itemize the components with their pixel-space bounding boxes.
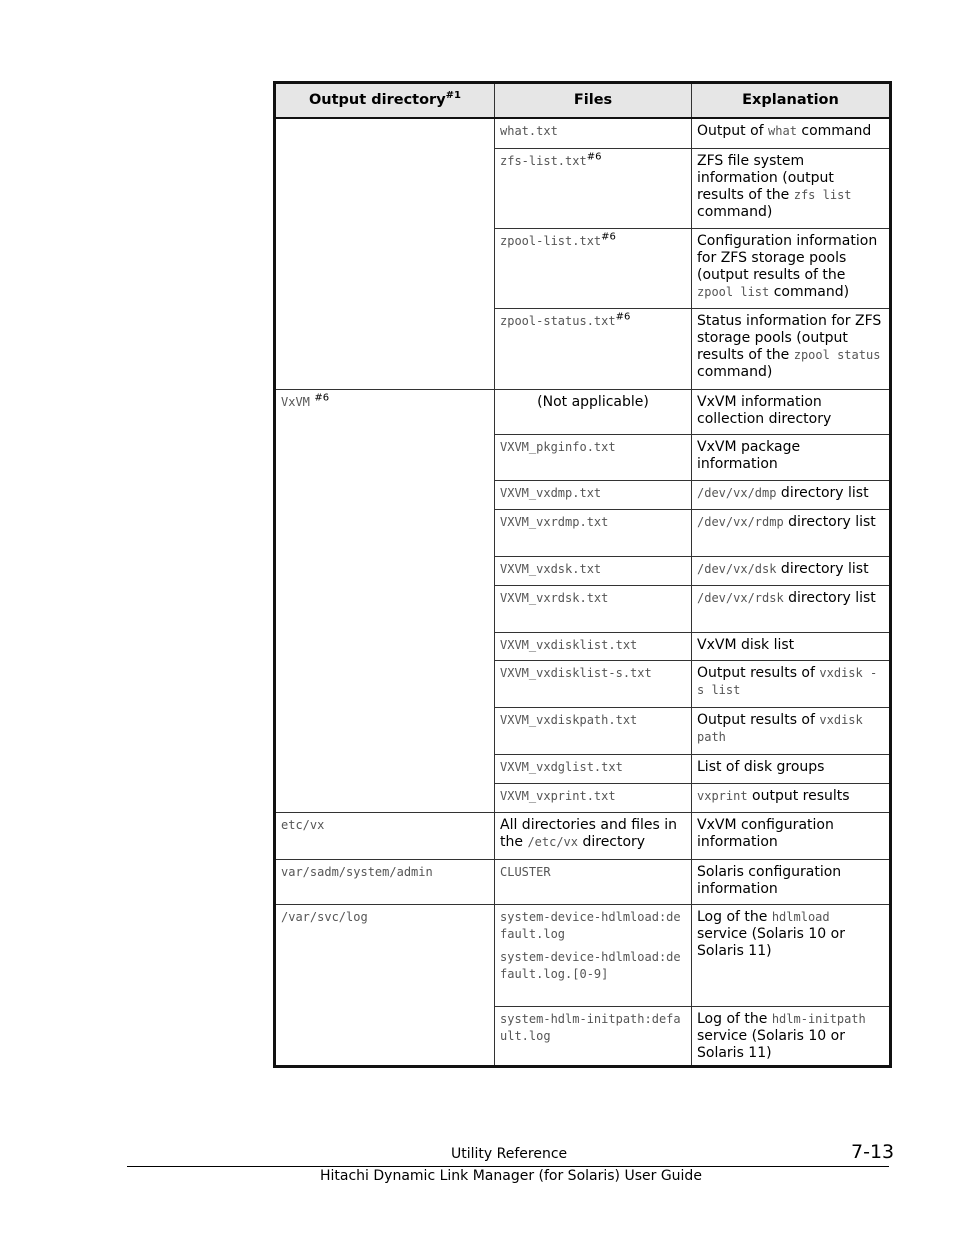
file-cell: zpool-list.txt$^{\#6}$: [495, 228, 692, 308]
file-cell: system-device-hdlmload:default.log system-device-hdlmload:default.log.[0-9]: [495, 904, 692, 1006]
footnote-marker: #1: [445, 90, 462, 102]
file-cell: VXVM_vxdisklist.txt: [495, 632, 692, 660]
header-output-directory: Output directory$^{\#1}$: [275, 83, 495, 119]
explanation-cell: ZFS file system information (output results of the zfs list command): [692, 148, 891, 228]
page-number: 7-13: [851, 1141, 895, 1163]
file-cell: VXVM_vxdiskpath.txt: [495, 707, 692, 754]
explanation-cell: VxVM disk list: [692, 632, 891, 660]
explanation-cell: VxVM configuration information: [692, 812, 891, 859]
table-row: [275, 859, 891, 904]
header-explanation: Explanation: [692, 83, 891, 119]
file-cell: CLUSTER: [495, 859, 692, 904]
explanation-cell: Log of the hdlmload service (Solaris 10 or Solaris 11): [692, 904, 891, 1006]
footer-section-title: Utility Reference: [451, 1146, 568, 1162]
table-row: [275, 389, 891, 434]
explanation-cell: /dev/vx/rdsk directory list: [692, 585, 891, 632]
explanation-cell: VxVM information collection directory: [692, 389, 891, 434]
file-cell: (Not applicable): [495, 389, 692, 434]
header-files: Files: [495, 83, 692, 119]
dir-cell: etc/vx: [275, 812, 495, 859]
explanation-cell: vxprint output results: [692, 783, 891, 812]
explanation-cell: /dev/vx/dmp directory list: [692, 480, 891, 509]
table-row: [275, 904, 891, 1006]
file-cell: All directories and files in the /etc/vx directory: [495, 812, 692, 859]
explanation-cell: /dev/vx/rdmp directory list: [692, 509, 891, 556]
file-cell: VXVM_vxrdmp.txt: [495, 509, 692, 556]
explanation-cell: Output results of vxdisk path: [692, 707, 891, 754]
explanation-cell: Status information for ZFS storage pools (output results of the zpool status command): [692, 308, 891, 389]
dir-cell: var/sadm/system/admin: [275, 859, 495, 904]
explanation-cell: Log of the hdlm-initpath service (Solaris 10 or Solaris 11): [692, 1006, 891, 1066]
file-cell: system-hdlm-initpath:default.log: [495, 1006, 692, 1066]
file-cell: VXVM_vxdsk.txt: [495, 556, 692, 585]
file-cell: zfs-list.txt$^{\#6}$: [495, 148, 692, 228]
dir-cell-empty: [275, 118, 495, 389]
file-cell: what.txt: [495, 118, 692, 148]
file-cell: VXVM_vxrdsk.txt: [495, 585, 692, 632]
file-cell: VXVM_vxdisklist-s.txt: [495, 660, 692, 707]
dir-cell: /var/svc/log: [275, 904, 495, 1066]
explanation-cell: Configuration information for ZFS storage pools (output results of the zpool list command): [692, 228, 891, 308]
explanation-cell: List of disk groups: [692, 754, 891, 783]
explanation-cell: Solaris configuration information: [692, 859, 891, 904]
table-row: [275, 118, 891, 148]
dir-cell: VxVM $^{\#6}$: [275, 389, 495, 812]
explanation-cell: Output of what command: [692, 118, 891, 148]
explanation-cell: /dev/vx/dsk directory list: [692, 556, 891, 585]
reference-table: [273, 81, 892, 1068]
footer-guide-title: Hitachi Dynamic Link Manager (for Solaris) User Guide: [320, 1168, 702, 1184]
table-row: [275, 812, 891, 859]
table-header-row: [275, 83, 891, 119]
explanation-cell: Output results of vxdisk -s list: [692, 660, 891, 707]
file-cell: VXVM_pkginfo.txt: [495, 434, 692, 480]
file-cell: VXVM_vxdglist.txt: [495, 754, 692, 783]
file-cell: VXVM_vxprint.txt: [495, 783, 692, 812]
file-cell: VXVM_vxdmp.txt: [495, 480, 692, 509]
footer-divider: [127, 1166, 889, 1167]
file-cell: zpool-status.txt$^{\#6}$: [495, 308, 692, 389]
explanation-cell: VxVM package information: [692, 434, 891, 480]
